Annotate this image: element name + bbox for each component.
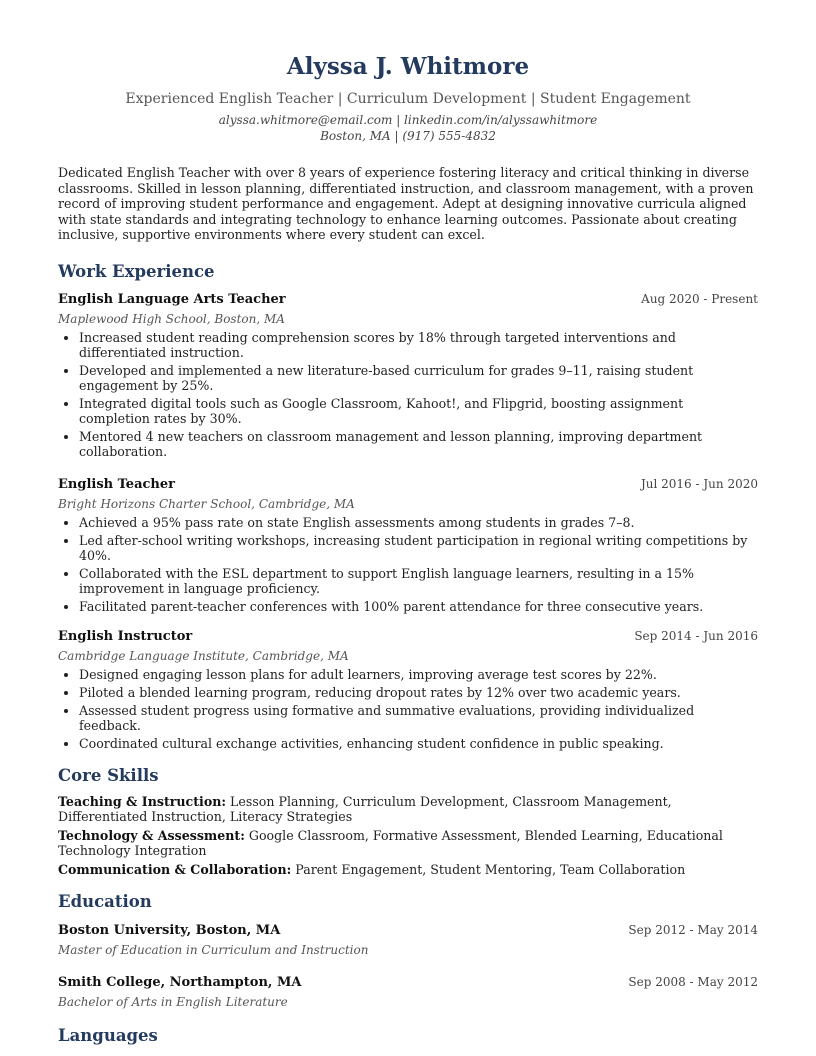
skill-group-value: Lesson Planning, Curriculum Development, Classroom Management, Differentiated Instruction, Literacy Strategies <box>58 793 672 824</box>
professional-summary: Dedicated English Teacher with over 8 years of experience fostering literacy and critical thinking in diverse classrooms. Skilled in lesson planning, differentiated instruction, and classroom management, with a proven record of improving student performance and engagement. Adept at designing innovative curricula aligned with state standards and integrating technology to enhance learning outcomes. Passionate about creating inclusive, supportive environments where every student can excel. <box>58 165 754 243</box>
school-name: Smith College, Northampton, MA <box>58 974 302 990</box>
skill-group-label: Technology & Assessment: <box>58 827 245 843</box>
section-title-languages: Languages <box>58 1025 158 1045</box>
job-organization: Maplewood High School, Boston, MA <box>58 311 285 326</box>
candidate-name: Alyssa J. Whitmore <box>286 53 530 80</box>
skill-group-label: Teaching & Instruction: <box>58 793 227 809</box>
degree: Master of Education in Curriculum and Instruction <box>58 942 369 957</box>
education-entry <box>58 974 758 1010</box>
job-entry <box>58 291 758 459</box>
job-organization: Bright Horizons Charter School, Cambridge, MA <box>58 496 355 511</box>
resume-page <box>58 0 758 1047</box>
job-organization: Cambridge Language Institute, Cambridge, MA <box>58 648 349 663</box>
job-bullet: • Coordinated cultural exchange activities, enhancing student confidence in public speaking. <box>79 736 758 751</box>
education-entry <box>58 922 758 958</box>
contact-line-email-linkedin: alyssa.whitmore@email.com | linkedin.com/in/alyssawhitmore <box>218 113 598 127</box>
section-title-work-experience: Work Experience <box>58 261 215 281</box>
job-entry <box>58 628 758 751</box>
skill-group <box>58 862 758 877</box>
job-entry <box>58 476 758 614</box>
job-header <box>58 291 758 308</box>
job-bullet: • Facilitated parent-teacher conferences with 100% parent attendance for three consecutive years. <box>79 599 758 614</box>
job-header <box>58 476 758 493</box>
skill-group-value: Parent Engagement, Student Mentoring, Team Collaboration <box>295 861 686 877</box>
job-bullet: • Increased student reading comprehension scores by 18% through targeted interventions and differentiated instruction. <box>79 330 758 360</box>
job-bullets <box>58 330 758 459</box>
job-bullet: • Achieved a 95% pass rate on state English assessments among students in grades 7–8. <box>79 515 758 530</box>
job-bullet: • Integrated digital tools such as Google Classroom, Kahoot!, and Flipgrid, boosting assignment completion rates by 30%. <box>79 396 758 426</box>
job-bullet: • Developed and implemented a new literature-based curriculum for grades 9–11, raising student engagement by 25%. <box>79 363 758 393</box>
job-bullet: • Piloted a blended learning program, reducing dropout rates by 12% over two academic years. <box>79 685 758 700</box>
job-dates: Jul 2016 - Jun 2020 <box>640 476 758 491</box>
skill-group <box>58 828 758 858</box>
education-header <box>58 974 758 991</box>
skill-group-label: Communication & Collaboration: <box>58 861 292 877</box>
job-dates: Aug 2020 - Present <box>641 291 758 306</box>
education-header <box>58 922 758 939</box>
section-title-core-skills: Core Skills <box>58 765 159 785</box>
job-title: English Teacher <box>58 476 175 492</box>
job-header <box>58 628 758 645</box>
school-name: Boston University, Boston, MA <box>58 922 281 938</box>
resume-header <box>58 52 758 144</box>
skill-group <box>58 794 758 824</box>
job-dates: Sep 2014 - Jun 2016 <box>634 628 758 643</box>
job-bullet: • Designed engaging lesson plans for adult learners, improving average test scores by 22%. <box>79 667 758 682</box>
contact-line-location-phone: Boston, MA | (917) 555-4832 <box>320 129 496 143</box>
job-bullets <box>58 667 758 751</box>
skills-list <box>58 794 758 877</box>
education-dates: Sep 2008 - May 2012 <box>628 974 758 989</box>
job-bullet: • Led after-school writing workshops, increasing student participation in regional writing competitions by 40%. <box>79 533 758 563</box>
job-title: English Language Arts Teacher <box>58 291 286 307</box>
job-bullet: • Mentored 4 new teachers on classroom management and lesson planning, improving department collaboration. <box>79 429 758 459</box>
skill-group-value: Google Classroom, Formative Assessment, Blended Learning, Educational Technology Integration <box>58 827 723 858</box>
education-dates: Sep 2012 - May 2014 <box>628 922 758 937</box>
job-bullets <box>58 515 758 614</box>
section-title-education: Education <box>58 891 152 911</box>
degree: Bachelor of Arts in English Literature <box>58 994 288 1009</box>
professional-tagline: Experienced English Teacher | Curriculum Development | Student Engagement <box>125 91 691 107</box>
job-bullet: • Collaborated with the ESL department to support English language learners, resulting in a 15% improvement in language proficiency. <box>79 566 758 596</box>
job-title: English Instructor <box>58 628 193 644</box>
job-bullet: • Assessed student progress using formative and summative evaluations, providing individualized feedback. <box>79 703 758 733</box>
